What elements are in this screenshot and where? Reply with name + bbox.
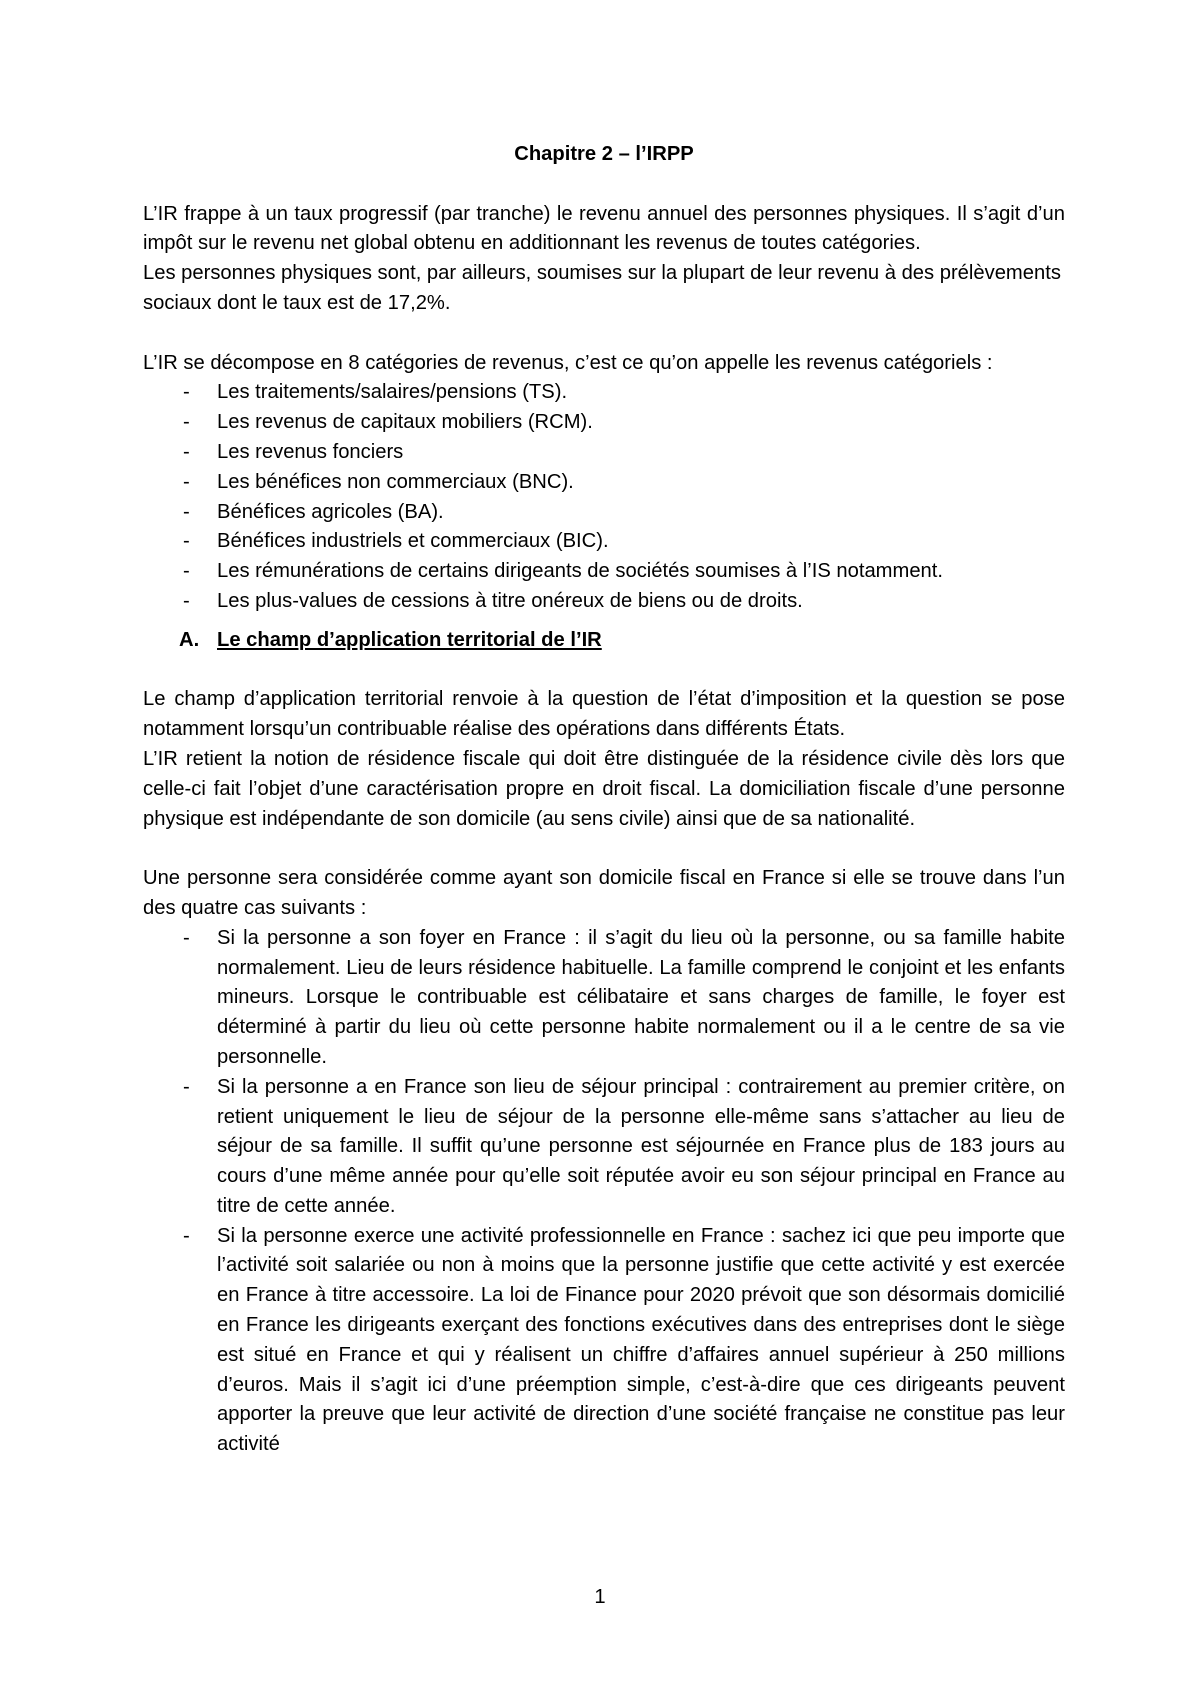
dash-bullet: - [183, 440, 190, 463]
list-item [143, 468, 1065, 498]
list-item-text: Les traitements/salaires/pensions (TS). [217, 381, 568, 404]
list-item-text: Si la personne a en France son lieu de séjour principal : contrairement au premier critère, on retient uniquement le lieu de séjour de la personne elle-même sans s’attacher au lieu de séjour de sa famille. Il suffit qu’une personne est séjournée en France plus de 183 jours au cours d’une même année pour qu’elle soit réputée avoir eu son séjour principal en France au titre de cette année. [217, 1075, 1065, 1217]
dash-bullet: - [183, 589, 190, 612]
list-item [143, 924, 1065, 1073]
list-item [143, 1222, 1065, 1460]
list-item-text: Si la personne exerce une activité professionnelle en France : sachez ici que peu importe que l’activité soit salariée ou non à moins que la personne justifie que cette activité y est exercée en France à titre accessoire. La loi de Finance pour 2020 prévoit que son désormais domicilié en France les dirigeants exerçant des fonctions exécutives dans des entreprises dont le siège est situé en France et qui y réalisent un chiffre d’affaires annuel supérieur à 250 millions d’euros. Mais il s’agit ici d’une préemption simple, c’est-à-dire que ces dirigeants peuvent apporter la preuve que leur activité de direction d’une société française ne constitue pas leur activité [217, 1224, 1065, 1456]
cases-list [143, 924, 1065, 1460]
categories-list [143, 378, 1065, 616]
dash-bullet: - [183, 1224, 190, 1247]
list-item-text: Les revenus fonciers [217, 440, 404, 463]
list-item [143, 408, 1065, 438]
list-item-text: Bénéfices industriels et commerciaux (BIC). [217, 530, 609, 553]
dash-bullet: - [183, 411, 190, 434]
dash-bullet: - [183, 926, 190, 949]
dash-bullet: - [183, 470, 190, 493]
intro-paragraph-1: L’IR frappe à un taux progressif (par tranche) le revenu annuel des personnes physiques. Il s’agit d’un impôt sur le revenu net global obtenu en additionnant les revenus de toutes catégories. [143, 202, 1065, 255]
list-item [143, 527, 1065, 557]
list-item [143, 587, 1065, 617]
page-title: Chapitre 2 – l’IRPP [514, 143, 694, 165]
section-a-paragraph-1: Le champ d’application territorial renvoie à la question de l’état d’imposition et la question se pose notamment lorsqu’un contribuable réalise des opérations dans différents États. [143, 688, 1065, 741]
spacer [143, 319, 1065, 349]
page-number: 1 [594, 1586, 606, 1608]
list-item-text: Les plus-values de cessions à titre onéreux de biens ou de droits. [217, 589, 803, 612]
list-item-text: Si la personne a son foyer en France : il s’agit du lieu où la personne, ou sa famille habite normalement. Lieu de leurs résidence habituelle. La famille comprend le conjoint et les enfants mineurs. Lorsque le contribuable est célibataire et sans charges de famille, le foyer est déterminé à partir du lieu où cette personne habite normalement ou il a le centre de sa vie personnelle. [217, 926, 1065, 1068]
list-item [143, 1073, 1065, 1222]
spacer [143, 834, 1065, 864]
cases-lead: Une personne sera considérée comme ayant son domicile fiscal en France si elle se trouve dans l’un des quatre cas suivants : [143, 867, 1065, 919]
dash-bullet: - [183, 530, 190, 553]
list-item-text: Bénéfices agricoles (BA). [217, 500, 444, 523]
page-content [143, 140, 1065, 1460]
list-item-text: Les rémunérations de certains dirigeants de sociétés soumises à l’IS notamment. [217, 560, 943, 583]
list-item [143, 438, 1065, 468]
dash-bullet: - [183, 560, 190, 583]
list-item [143, 498, 1065, 528]
list-item [143, 557, 1065, 587]
intro-paragraph-2: Les personnes physiques sont, par ailleurs, soumises sur la plupart de leur revenu à des prélèvements sociaux dont le taux est de 17,2%. [143, 262, 1061, 314]
dash-bullet: - [183, 381, 190, 404]
categories-lead: L’IR se décompose en 8 catégories de revenus, c’est ce qu’on appelle les revenus catégoriels : [143, 351, 993, 374]
list-item-text: Les revenus de capitaux mobiliers (RCM). [217, 411, 593, 434]
dash-bullet: - [183, 500, 190, 523]
section-a-paragraph-2: L’IR retient la notion de résidence fiscale qui doit être distinguée de la résidence civile dès lors que celle-ci fait l’objet d’une caractérisation propre en droit fiscal. La domiciliation fiscale d’une personne physique est indépendante de son domicile (au sens civile) ainsi que de sa nationalité. [143, 747, 1065, 830]
section-a-heading-text: Le champ d’application territorial de l’IR [217, 628, 602, 651]
section-a-letter: A. [179, 628, 200, 651]
dash-bullet: - [183, 1075, 190, 1098]
section-a-heading [143, 626, 1065, 656]
list-item-text: Les bénéfices non commerciaux (BNC). [217, 470, 574, 493]
list-item [143, 378, 1065, 408]
spacer [143, 656, 1065, 686]
